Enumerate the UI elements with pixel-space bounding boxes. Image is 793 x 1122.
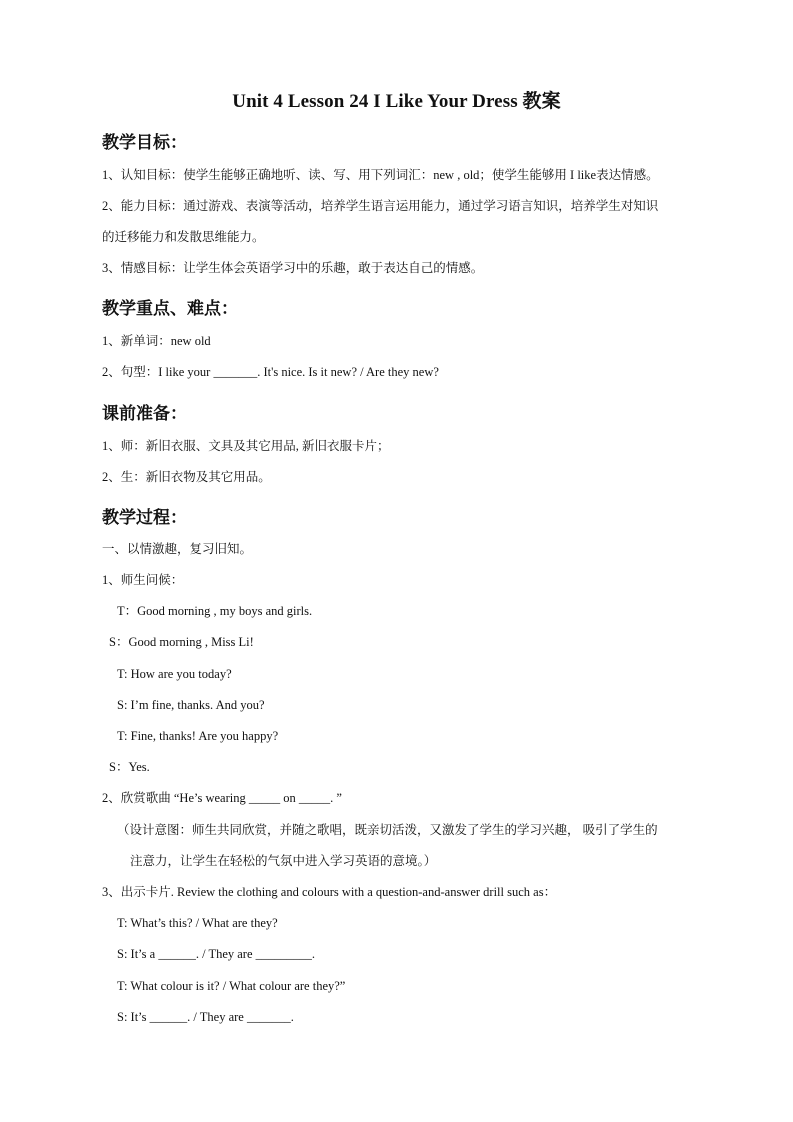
objective-1: 1、认知目标：使学生能够正确地听、读、写、用下列词汇：new , old；使学生能够用 I like表达情感。 — [102, 168, 659, 182]
preparation-2: 2、生：新旧衣物及其它用品。 — [102, 470, 271, 484]
dialogue-line: T: Fine, thanks! Are you happy? — [117, 729, 279, 743]
design-intent-line2: 注意力，让学生在轻松的气氛中进入学习英语的意境。） — [130, 854, 437, 868]
drill-line: T: What’s this? / What are they? — [117, 916, 278, 930]
drill-line: T: What colour is it? / What colour are they?” — [117, 979, 346, 993]
heading-preparation: 课前准备： — [102, 404, 187, 424]
preparation-1: 1、师：新旧衣服、文具及其它用品, 新旧衣服卡片； — [102, 439, 390, 453]
process-step-1: 一、以情激趣，复习旧知。 — [102, 542, 253, 556]
heading-keypoints: 教学重点、难点： — [102, 299, 238, 319]
page-title: Unit 4 Lesson 24 I Like Your Dress 教案 — [232, 91, 561, 112]
keypoint-2: 2、句型：I like your _______. It's nice. Is it new? / Are they new? — [102, 365, 439, 379]
dialogue-line: T: How are you today? — [117, 667, 232, 681]
objective-3: 3、情感目标：让学生体会英语学习中的乐趣，敢于表达自己的情感。 — [102, 261, 484, 275]
objective-2-line2: 的迁移能力和发散思维能力。 — [102, 230, 265, 244]
drill-line: S: It’s ______. / They are _______. — [117, 1010, 294, 1024]
dialogue-line: S：Yes. — [109, 760, 150, 774]
dialogue-line: S：Good morning , Miss Li! — [109, 635, 254, 649]
drill-line: S: It’s a ______. / They are _________. — [117, 947, 316, 961]
cards-line: 3、出示卡片. Review the clothing and colours with a question-and-answer drill such as： — [102, 885, 557, 899]
objective-2-line1: 2、能力目标：通过游戏、表演等活动，培养学生语言运用能力，通过学习语言知识，培养学生对知识 — [102, 199, 659, 213]
dialogue-line: T：Good morning , my boys and girls. — [117, 604, 313, 618]
design-intent-line1: （设计意图：师生共同欣赏，并随之歌唱，既亲切活泼，又激发了学生的学习兴趣， 吸引了学生的 — [117, 823, 658, 837]
greeting-label: 1、师生问候： — [102, 573, 184, 587]
song-line: 2、欣赏歌曲 “He’s wearing _____ on _____. ” — [102, 791, 342, 805]
keypoint-1: 1、新单词：new old — [102, 334, 211, 348]
heading-process: 教学过程： — [102, 508, 187, 528]
heading-objectives: 教学目标： — [102, 133, 187, 153]
dialogue-line: S: I’m fine, thanks. And you? — [117, 698, 265, 712]
